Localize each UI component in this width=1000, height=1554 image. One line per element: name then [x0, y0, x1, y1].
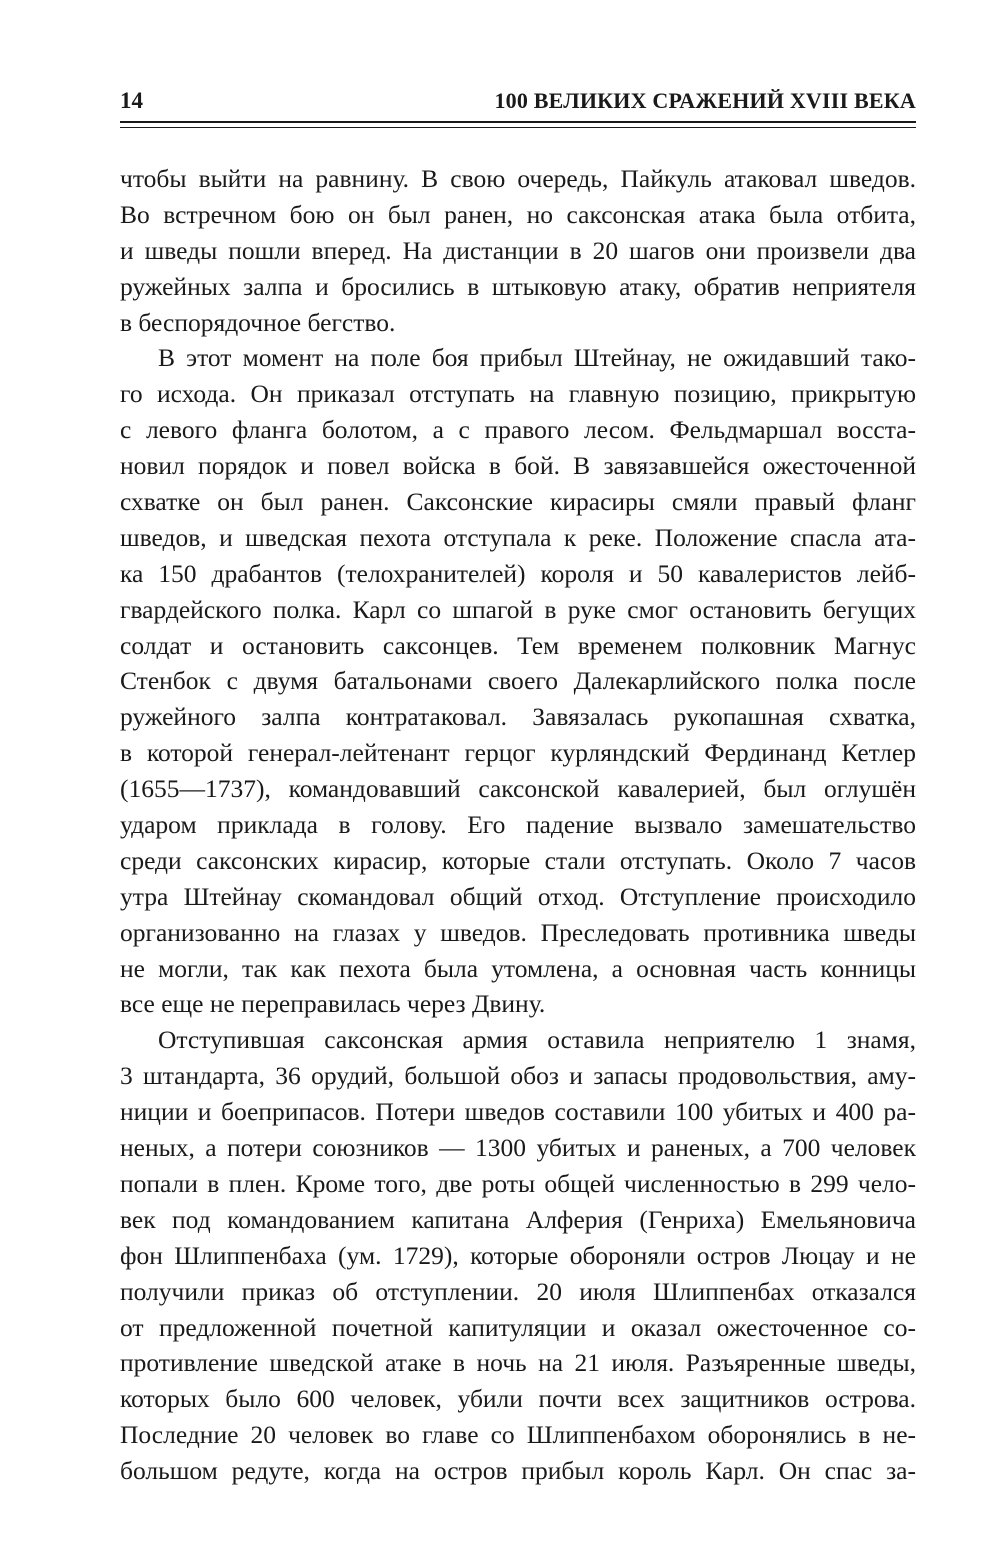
page-number: 14: [120, 88, 143, 113]
header-rule-thick: [120, 121, 916, 123]
text-line: не могли, так как пехота была утомлена, а основная часть конницы: [120, 953, 916, 983]
text-line: среди саксонских кирасир, которые стали отступать. Около 7 часов: [120, 845, 916, 875]
text-line: в которой генерал-лейтенант герцог курляндский Фердинанд Кетлер: [120, 738, 916, 768]
text-line: Последние 20 человек во главе со Шлиппенбахом оборонялись в не-: [120, 1420, 916, 1450]
text-line: ниции и боеприпасов. Потери шведов составили 100 убитых и 400 ра-: [120, 1097, 916, 1127]
text-line: ружейного залпа контратаковал. Завязалась рукопашная схватка,: [120, 702, 916, 732]
text-line: которых было 600 человек, убили почти всех защитников острова.: [120, 1384, 916, 1414]
text-line: большом редуте, когда на остров прибыл король Карл. Он спас за-: [120, 1456, 916, 1486]
body-text: [120, 161, 916, 1489]
text-line: схватке он был ранен. Саксонские кирасиры смяли правый фланг: [120, 487, 916, 517]
running-title: 100 ВЕЛИКИХ СРАЖЕНИЙ XVIII ВЕКА: [494, 88, 916, 113]
paragraph-start-line: Отступившая саксонская армия оставила неприятелю 1 знамя,: [158, 1025, 916, 1055]
text-line: организованно на глазах у шведов. Преследовать противника шведы: [120, 917, 916, 947]
text-line: (1655—1737), командовавший саксонской кавалерией, был оглушён: [120, 774, 916, 804]
text-line: ка 150 драбантов (телохранителей) короля и 50 кавалеристов лейб-: [120, 558, 916, 588]
text-line: от предложенной почетной капитуляции и оказал ожесточенное со-: [120, 1312, 916, 1342]
text-line: и шведы пошли вперед. На дистанции в 20 шагов они произвели два: [120, 235, 916, 265]
text-line: век под командованием капитана Алферия (Генриха) Емельяновича: [120, 1204, 916, 1234]
text-line: чтобы выйти на равнину. В свою очередь, Пайкуль атаковал шведов.: [120, 164, 916, 193]
text-line: Во встречном бою он был ранен, но саксонская атака была отбита,: [120, 199, 916, 229]
header-rule-thin: [120, 127, 916, 128]
text-line: попали в плен. Кроме того, две роты общей численностью в 299 чело-: [120, 1168, 916, 1198]
text-line: в беспорядочное бегство.: [120, 307, 396, 337]
text-line: го исхода. Он приказал отступать на главную позицию, прикрытую: [120, 379, 916, 409]
text-line: 3 штандарта, 36 орудий, большой обоз и запасы продовольствия, аму-: [120, 1061, 916, 1091]
text-line: новил порядок и повел войска в бой. В завязавшейся ожесточенной: [120, 451, 916, 481]
text-line: солдат и остановить саксонцев. Тем временем полковник Магнус: [120, 630, 916, 660]
text-line: с левого фланга болотом, а с правого лесом. Фельдмаршал восста-: [120, 415, 916, 445]
text-line: гвардейского полка. Карл со шпагой в руке смог остановить бегущих: [120, 594, 916, 624]
text-line: получили приказ об отступлении. 20 июля Шлиппенбах отказался: [120, 1276, 916, 1306]
text-line: шведов, и шведская пехота отступала к реке. Положение спасла ата-: [120, 522, 916, 552]
text-line: Стенбок с двумя батальонами своего Далекарлийского полка после: [120, 666, 916, 696]
page-header: [120, 86, 916, 120]
text-line: неных, а потери союзников — 1300 убитых и раненых, а 700 человек: [120, 1133, 916, 1163]
text-line: утра Штейнау скомандовал общий отход. Отступление происходило: [120, 881, 916, 911]
text-line: ружейных залпа и бросились в штыковую атаку, обратив неприятеля: [120, 271, 916, 301]
text-line: все еще не переправилась через Двину.: [120, 989, 546, 1019]
text-line: фон Шлиппенбаха (ум. 1729), которые обороняли остров Люцау и не: [120, 1240, 916, 1270]
paragraph-start-line: В этот момент на поле боя прибыл Штейнау, не ожидавший тако-: [158, 343, 916, 373]
text-line: противление шведской атаке в ночь на 21 июля. Разъяренные шведы,: [120, 1348, 916, 1378]
text-line: ударом приклада в голову. Его падение вызвало замешательство: [120, 810, 916, 840]
